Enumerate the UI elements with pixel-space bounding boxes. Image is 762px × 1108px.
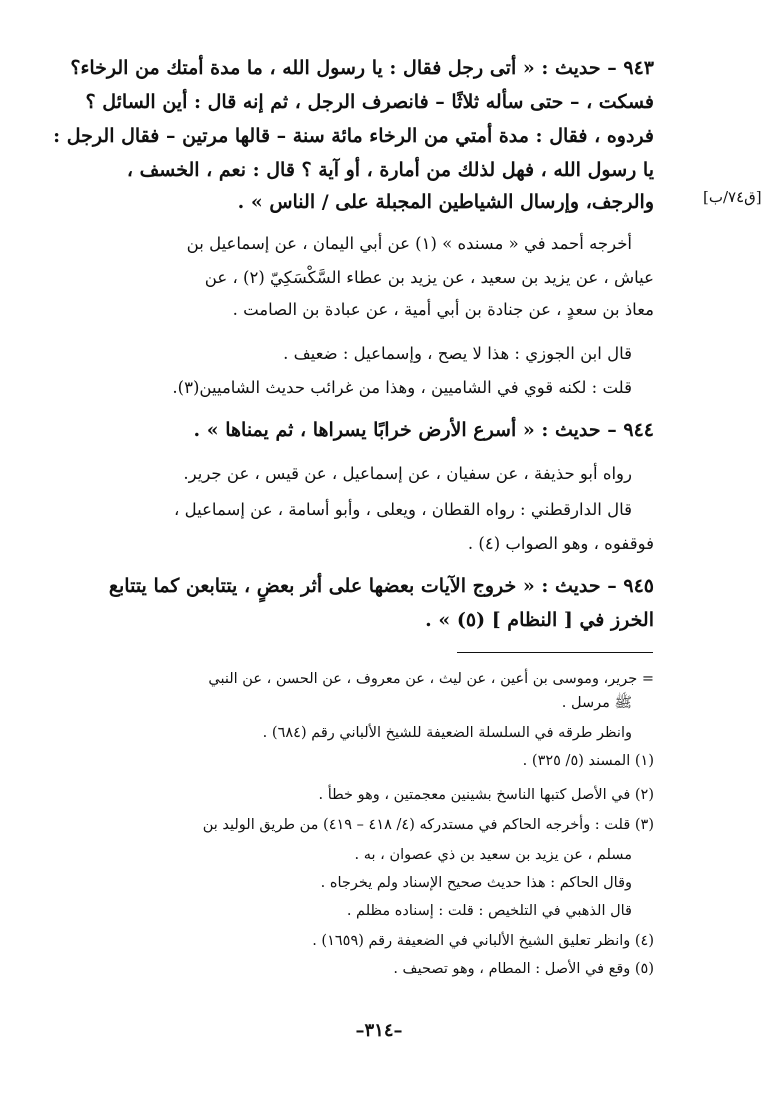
takhrij-943-line-3: معاذ بن سعدٍ ، عن جنادة بن أبي أمية ، عن عبادة بن الصامت . xyxy=(232,300,654,319)
daraqutni-944-line-2: فوقفوه ، وهو الصواب (٤) . xyxy=(467,534,654,553)
footnote-3-line-3: وقال الحاكم : هذا حديث صحيح الإسناد ولم يخرجاه . xyxy=(320,875,632,891)
footnote-3-line-4: قال الذهبي في التلخيص : قلت : إسناده مظلم . xyxy=(346,903,632,919)
takhrij-943-line-2: عياش ، عن يزيد بن سعيد ، عن يزيد بن عطاء السَّكْسَكِيّ (٢) ، عن xyxy=(204,268,654,287)
riwayah-944: رواه أبو حذيفة ، عن سفيان ، عن إسماعيل ، عن قيس ، عن جرير. xyxy=(183,464,632,483)
ibn-jawzi-statement: قال ابن الجوزي : هذا لا يصح ، وإسماعيل : ضعيف . xyxy=(283,344,632,363)
hadith-944: ٩٤٤ – حديث : « أسرع الأرض خرابًا يسراها ، ثم يمناها » . xyxy=(193,419,654,441)
manuscript-folio-marker: [ق٧٤/ب] xyxy=(703,188,762,206)
hadith-945-line-1: ٩٤٥ – حديث : « خروج الآيات بعضها على أثر بعضٍ ، يتتابعن كما يتتابع xyxy=(108,575,654,597)
hadith-945-line-2: الخرز في [ النظام ] (٥) » . xyxy=(425,609,654,631)
footnote-5: (٥) وقع في الأصل : المطام ، وهو تصحيف . xyxy=(393,961,654,977)
footnote-3-line-1: (٣) قلت : وأخرجه الحاكم في مستدركه (٤/ ٤١٨ – ٤١٩) من طريق الوليد بن xyxy=(202,817,654,833)
footnote-separator xyxy=(457,652,653,653)
footnote-3-line-2: مسلم ، عن يزيد بن سعيد بن ذي عصوان ، به . xyxy=(354,847,632,863)
footnote-continuation-line-2: ﷺ مرسل . xyxy=(561,695,632,711)
takhrij-943-line-1: أخرجه أحمد في « مسنده » (١) عن أبي اليمان ، عن إسماعيل بن xyxy=(186,234,632,253)
footnote-continuation-line-1: = جرير، وموسى بن أعين ، عن ليث ، عن معروف ، عن الحسن ، عن النبي xyxy=(208,671,654,687)
footnote-4: (٤) وانظر تعليق الشيخ الألباني في الضعيفة رقم (١٦٥٩) . xyxy=(312,933,654,949)
footnote-continuation-line-3: وانظر طرقه في السلسلة الضعيفة للشيخ الألباني رقم (٦٨٤) . xyxy=(262,725,632,741)
page-number: –٣١٤– xyxy=(355,1020,403,1041)
hadith-943-line-5: والرجف، وإرسال الشياطين المجبلة على / الناس » . xyxy=(237,191,654,213)
hadith-943-line-4: يا رسول الله ، فهل لذلك من أمارة ، أو آية ؟ قال : نعم ، الخسف ، xyxy=(126,159,654,181)
hadith-943-line-1: ٩٤٣ – حديث : « أتى رجل فقال : يا رسول الله ، ما مدة أمتك من الرخاء؟ xyxy=(70,57,654,79)
footnote-1: (١) المسند (٥/ ٣٢٥) . xyxy=(522,753,654,769)
hadith-943-line-2: فسكت ، – حتى سأله ثلاثًا – فانصرف الرجل ، ثم إنه قال : أين السائل ؟ xyxy=(85,91,654,113)
daraqutni-944-line-1: قال الدارقطني : رواه القطان ، ويعلى ، وأبو أسامة ، عن إسماعيل ، xyxy=(174,500,632,519)
footnote-2: (٢) في الأصل كتبها الناسخ بشينين معجمتين ، وهو خطأ . xyxy=(318,787,654,803)
hadith-943-line-3: فردوه ، فقال : مدة أمتي من الرخاء مائة سنة – قالها مرتين – فقال الرجل : xyxy=(53,125,654,147)
qultu-943: قلت : لكنه قوي في الشاميين ، وهذا من غرائب حديث الشاميين(٣). xyxy=(172,378,632,397)
